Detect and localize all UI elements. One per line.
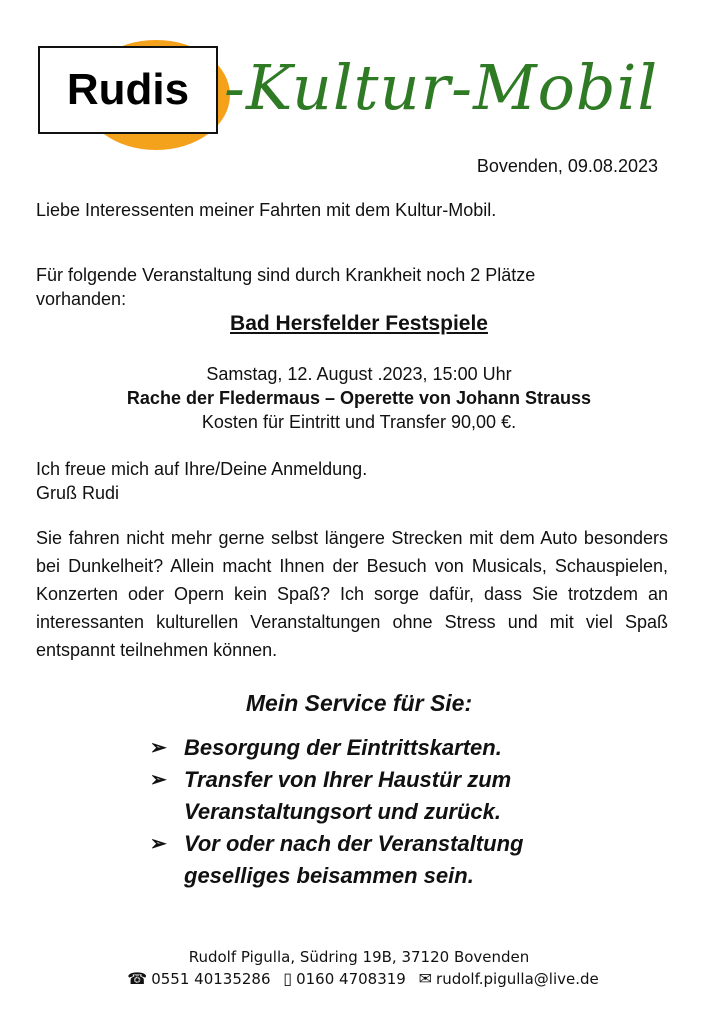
service-item-transfer (150, 764, 670, 828)
event-cost: Kosten für Eintritt und Transfer 90,00 €. (201, 412, 517, 432)
service-heading: Mein Service für Sie: (245, 690, 473, 716)
event-date-time: Samstag, 12. August .2023, 15:00 Uhr (206, 364, 512, 384)
description-paragraph: Sie fahren nicht mehr gerne selbst längere Strecken mit dem Auto besonders bei Dunkelheit? Allein macht Ihnen der Besuch von Musicals, Schauspielen, Konzerten oder Opern kein Spaß? Ich sorge dafür, dass Sie trotzdem an interessanten kulturellen Veranstaltungen ohne Stress und mit viel Spaß entspannt teilnehmen können. (36, 528, 668, 660)
service-item-line: geselliges beisammen sein. (184, 863, 474, 888)
closing-line-1: Ich freue mich auf Ihre/Deine Anmeldung. (36, 459, 368, 479)
mobile-phone-icon: ▯ (283, 969, 293, 988)
service-item-line: Vor oder nach der Veranstaltung (184, 831, 524, 856)
envelope-icon: ✉ (418, 969, 433, 988)
footer-contact (0, 968, 718, 990)
service-item-social (150, 828, 670, 892)
intro-line-1: Für folgende Veranstaltung sind durch Krankheit noch 2 Plätze (36, 265, 536, 285)
service-item-line: Besorgung der Eintrittskarten. (184, 735, 502, 760)
service-item-line: Transfer von Ihrer Haustür zum (184, 767, 512, 792)
arrow-bullet-icon: ➢ (150, 737, 167, 759)
service-list (150, 732, 670, 892)
service-item-tickets (150, 732, 670, 764)
footer-mobile: 0160 4708319 (296, 970, 406, 988)
intro-line-2: vorhanden: (36, 289, 127, 309)
event-show: Rache der Fledermaus – Operette von Johann Strauss (126, 388, 592, 408)
service-item-line: Veranstaltungsort und zurück. (184, 799, 502, 824)
greeting: Liebe Interessenten meiner Fahrten mit dem Kultur-Mobil. (36, 200, 497, 220)
closing (36, 457, 367, 505)
logo-rudis-box (38, 46, 218, 134)
footer-email: rudolf.pigulla@live.de (436, 970, 599, 988)
footer-address: Rudolf Pigulla, Südring 19B, 37120 Bovenden (188, 948, 530, 966)
arrow-bullet-icon: ➢ (150, 769, 167, 791)
closing-signature: Gruß Rudi (36, 483, 120, 503)
logo-kultur-mobil-text: -Kultur-Mobil (224, 51, 659, 124)
telephone-icon: ☎ (127, 969, 148, 988)
logo-rudis-text: Rudis (66, 65, 190, 114)
arrow-bullet-icon: ➢ (150, 833, 167, 855)
footer-phone: 0551 40135286 (151, 970, 271, 988)
letter-date: Bovenden, 09.08.2023 (476, 156, 658, 176)
intro-text (36, 263, 535, 311)
event-title: Bad Hersfelder Festspiele (230, 312, 488, 335)
